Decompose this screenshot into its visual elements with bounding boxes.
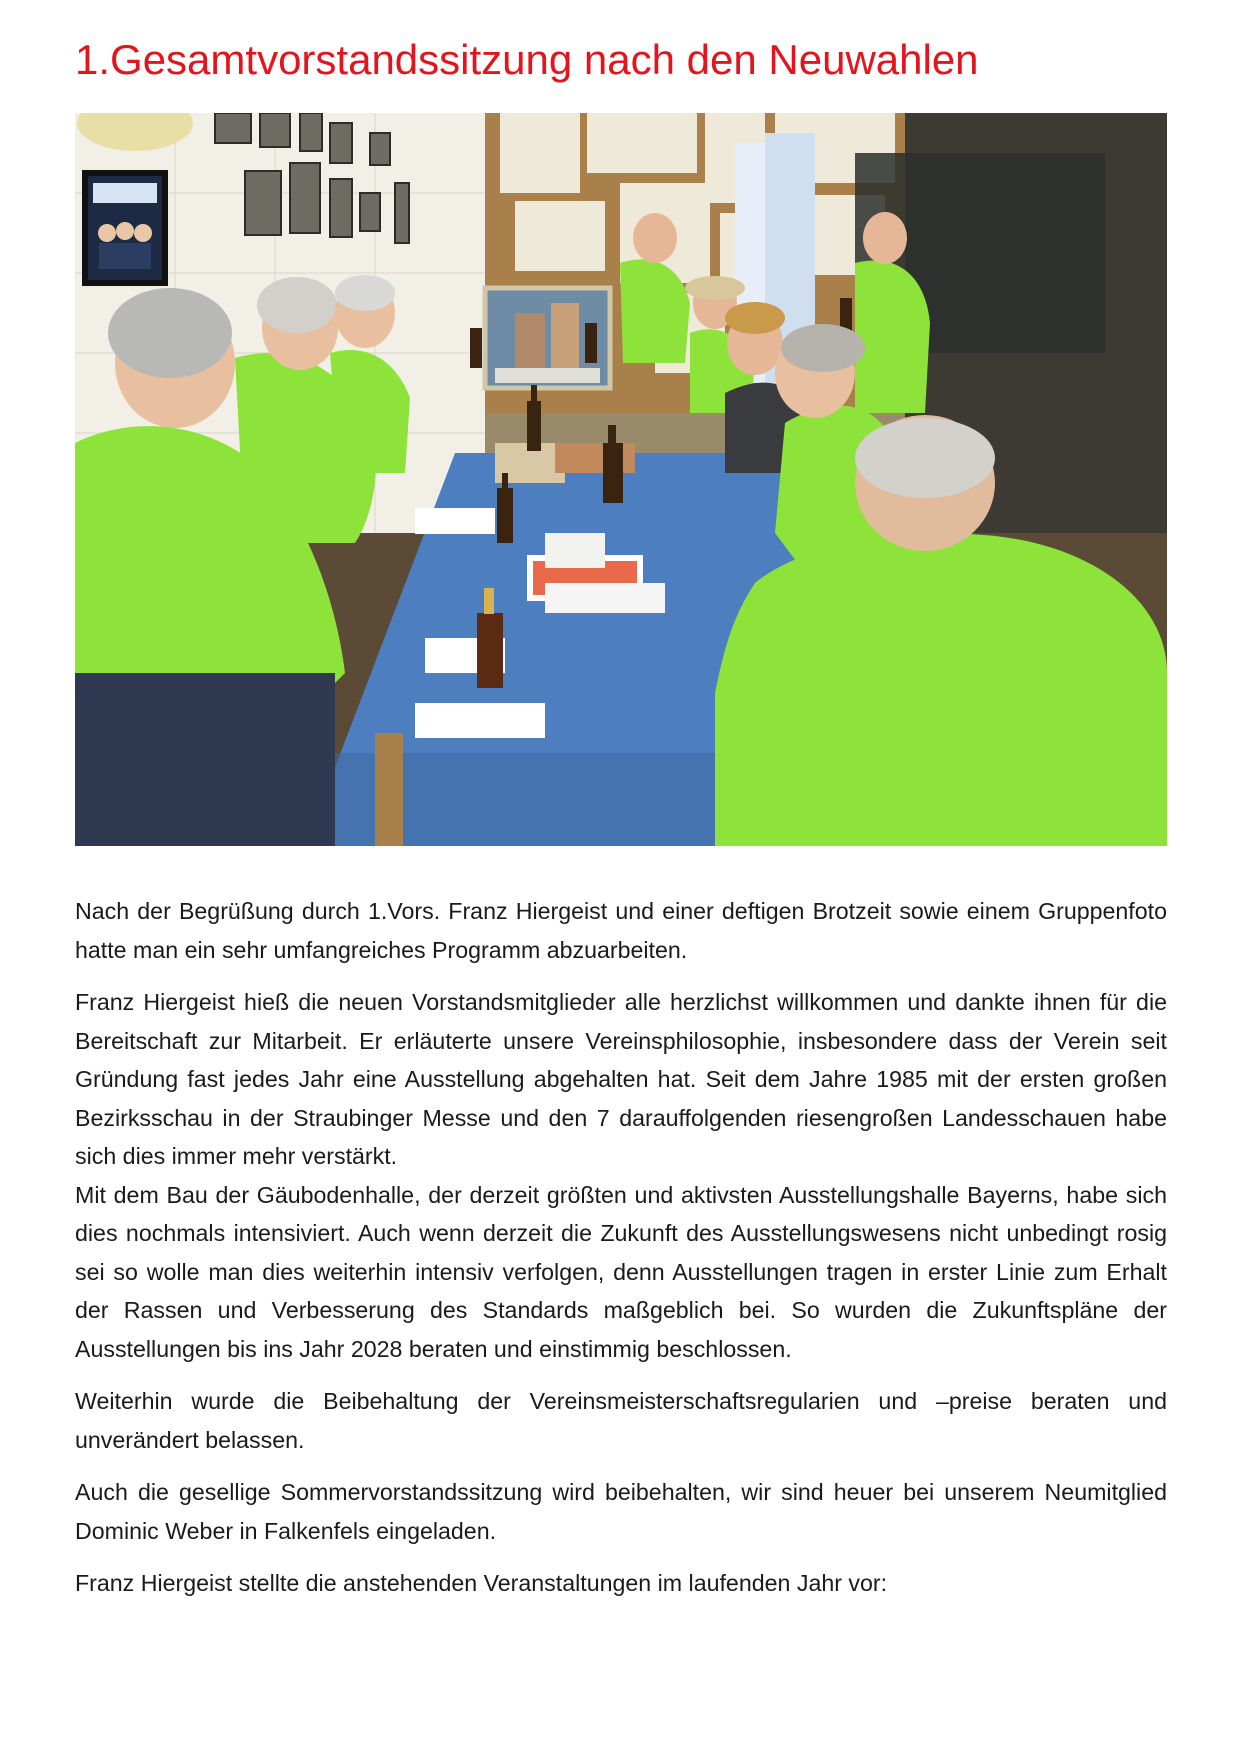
group-photo: [75, 113, 1167, 846]
paragraph-welcome: Franz Hiergeist hieß die neuen Vorstandsmitglieder alle herzlichst willkommen und dankte ihnen für die Bereitschaft zur Mitarbeit. Er erläuterte unsere Vereinsphilosophie, insbesondere dass der Verein seit Gründung fast jedes Jahr eine Ausstellung abgehalten hat. Seit dem Jahre 1985 mit der ersten großen Bezirksschau in der Straubinger Messe und den 7 darauffolgenden riesengroßen Landesschauen habe sich dies immer mehr verstärkt.: [75, 989, 1167, 1169]
paragraph-gaeubodenhalle: Mit dem Bau der Gäubodenhalle, der derzeit größten und aktivsten Ausstellungshalle Bayerns, habe sich dies nochmals intensiviert. Auch wenn derzeit die Zukunft des Ausstellungswesens nicht unbedingt rosig sei so wolle man dies weiterhin intensiv verfolgen, denn Ausstellungen tragen in erster Linie zum Erhalt der Rassen und Verbesserung des Standards maßgeblich bei. So wurden die Zukunftspläne der Ausstellungen bis ins Jahr 2028 beraten und einstimmig beschlossen.: [75, 1181, 1167, 1362]
paragraph-vereinsmeisterschaft: Weiterhin wurde die Beibehaltung der Vereinsmeisterschaftsregularien und –preise beraten und unverändert belassen.: [75, 1388, 1167, 1453]
paragraph-intro: Nach der Begrüßung durch 1.Vors. Franz Hiergeist und einer deftigen Brotzeit sowie einem Gruppenfoto hatte man ein sehr umfangreiches Programm abzuarbeiten.: [75, 898, 1167, 963]
paragraph-sommervorstandssitzung: Auch die gesellige Sommervorstandssitzung wird beibehalten, wir sind heuer bei unserem Neumitglied Dominic Weber in Falkenfels eingeladen.: [75, 1479, 1167, 1544]
paragraph-veranstaltungen: Franz Hiergeist stellte die anstehenden Veranstaltungen im laufenden Jahr vor:: [75, 1570, 888, 1596]
article-title: 1.Gesamtvorstandssitzung nach den Neuwahlen: [75, 36, 979, 83]
article-body: [75, 892, 1167, 1617]
